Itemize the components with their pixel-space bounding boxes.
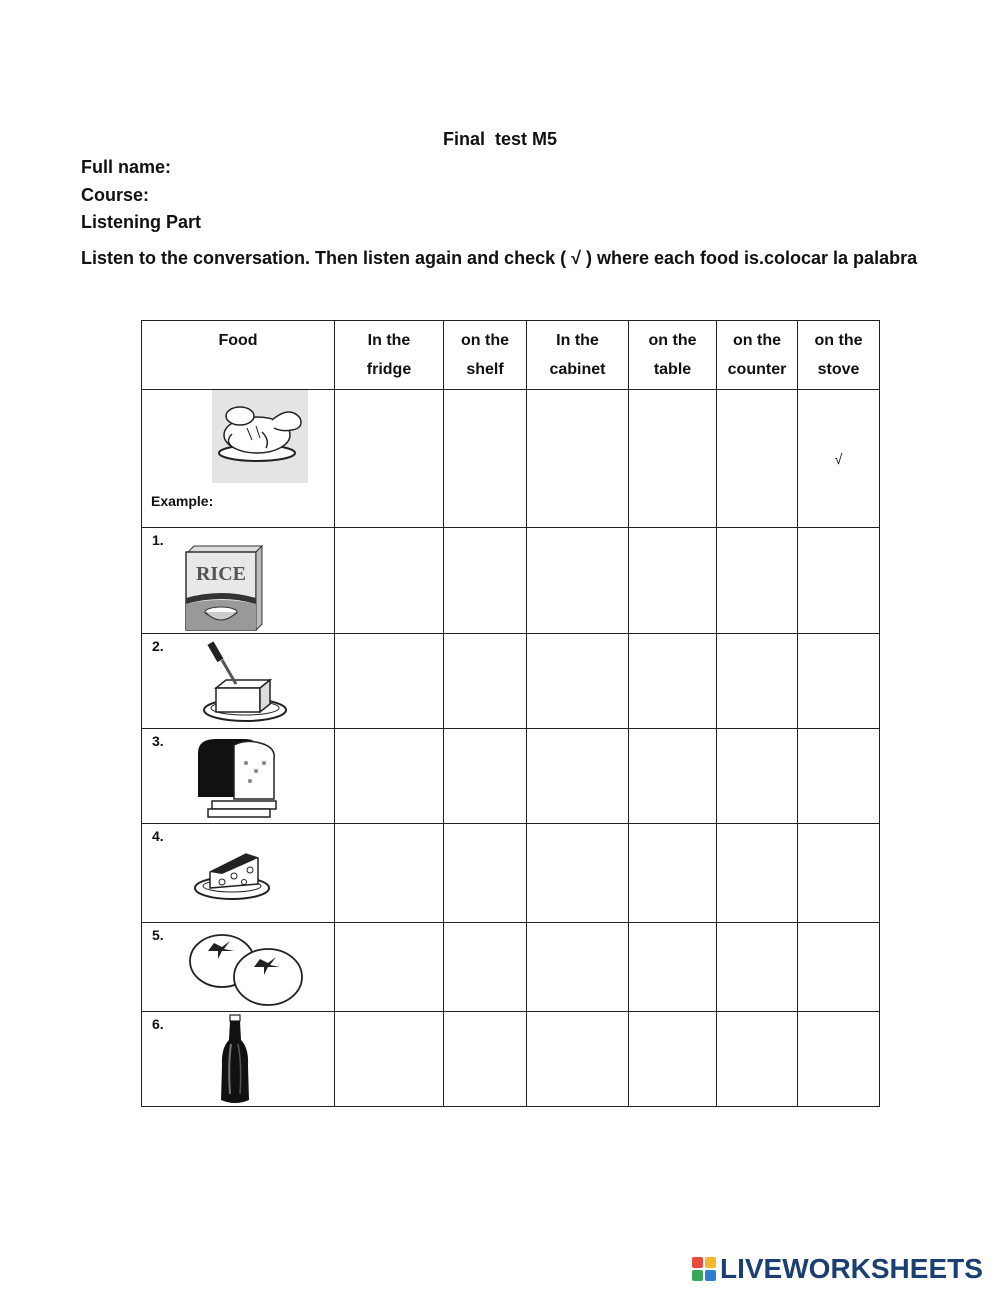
answer-cell[interactable] <box>444 634 527 729</box>
logo-blocks-icon <box>692 1257 716 1281</box>
answer-cell[interactable] <box>335 390 444 528</box>
answer-cell[interactable] <box>444 729 527 824</box>
food-cell <box>142 923 335 1012</box>
logo-block <box>692 1270 703 1281</box>
answer-cell[interactable] <box>798 923 880 1012</box>
answer-cell[interactable] <box>798 824 880 923</box>
answer-cell[interactable] <box>629 634 717 729</box>
course-label: Course: <box>81 185 150 205</box>
answer-cell[interactable] <box>444 923 527 1012</box>
answer-cell[interactable] <box>527 729 629 824</box>
tomatoes-icon <box>188 931 304 1009</box>
answer-cell[interactable] <box>629 824 717 923</box>
answer-cell[interactable] <box>798 634 880 729</box>
soda-bottle-icon <box>218 1014 252 1106</box>
table-row <box>142 1012 880 1107</box>
row-number: 6. <box>152 1016 164 1032</box>
liveworksheets-logo <box>692 1252 983 1286</box>
answer-cell[interactable] <box>629 923 717 1012</box>
row-number: 3. <box>152 733 164 749</box>
food-cell <box>142 824 335 923</box>
table-row <box>142 729 880 824</box>
answer-cell[interactable] <box>444 390 527 528</box>
column-header-fridge: In the fridge <box>335 321 444 390</box>
table-row <box>142 634 880 729</box>
answer-cell[interactable] <box>629 528 717 634</box>
answer-cell[interactable] <box>717 923 798 1012</box>
logo-block <box>692 1257 703 1268</box>
cheese-icon <box>192 848 278 906</box>
full-name-label: Full name: <box>81 157 172 177</box>
answer-cell[interactable] <box>335 923 444 1012</box>
butter-icon <box>200 638 290 726</box>
answer-cell[interactable] <box>717 390 798 528</box>
food-cell <box>142 634 335 729</box>
logo-block <box>705 1270 716 1281</box>
logo-text: LIVEWORKSHEETS <box>720 1253 983 1284</box>
row-number: 5. <box>152 927 164 943</box>
answer-cell[interactable] <box>717 824 798 923</box>
check-mark: √ <box>834 450 843 467</box>
page-title: Final test M5 <box>442 129 558 149</box>
food-cell <box>142 390 335 528</box>
column-header-cabinet: In the cabinet <box>527 321 629 390</box>
section-label: Listening Part <box>81 212 202 232</box>
answer-cell[interactable] <box>444 528 527 634</box>
row-number: 1. <box>152 532 164 548</box>
food-location-table <box>141 320 880 1107</box>
answer-cell[interactable] <box>527 1012 629 1107</box>
answer-cell[interactable] <box>335 1012 444 1107</box>
answer-cell[interactable] <box>717 528 798 634</box>
column-header-table: on the table <box>629 321 717 390</box>
answer-cell[interactable] <box>527 528 629 634</box>
answer-cell[interactable] <box>629 729 717 824</box>
bread-icon <box>194 735 282 821</box>
answer-cell[interactable] <box>335 634 444 729</box>
answer-cell[interactable] <box>798 729 880 824</box>
column-header-stove: on the stove <box>798 321 880 390</box>
table-row <box>142 824 880 923</box>
answer-cell[interactable] <box>335 729 444 824</box>
example-label: Example: <box>151 493 214 509</box>
table-row <box>142 528 880 634</box>
answer-cell[interactable] <box>717 634 798 729</box>
answer-cell[interactable] <box>798 528 880 634</box>
row-number: 2. <box>152 638 164 654</box>
header-row <box>142 321 880 390</box>
food-cell <box>142 528 335 634</box>
column-header-counter: on the counter <box>717 321 798 390</box>
answer-cell[interactable] <box>444 1012 527 1107</box>
answer-cell[interactable] <box>527 923 629 1012</box>
answer-cell[interactable] <box>335 528 444 634</box>
answer-cell[interactable] <box>798 1012 880 1107</box>
answer-cell[interactable] <box>629 1012 717 1107</box>
answer-cell[interactable] <box>629 390 717 528</box>
roast-chicken-icon <box>212 390 308 483</box>
logo-block <box>705 1257 716 1268</box>
answer-cell[interactable] <box>527 634 629 729</box>
rice-box-icon <box>184 542 266 632</box>
example-check-cell <box>798 390 880 528</box>
rice-box-text: RICE <box>195 563 247 585</box>
row-number: 4. <box>152 828 164 844</box>
answer-cell[interactable] <box>527 824 629 923</box>
answer-cell[interactable] <box>717 1012 798 1107</box>
column-header-shelf: on the shelf <box>444 321 527 390</box>
food-cell <box>142 729 335 824</box>
answer-cell[interactable] <box>444 824 527 923</box>
answer-cell[interactable] <box>527 390 629 528</box>
answer-cell[interactable] <box>335 824 444 923</box>
table-row <box>142 923 880 1012</box>
food-cell <box>142 1012 335 1107</box>
answer-cell[interactable] <box>717 729 798 824</box>
column-header-food: Food <box>142 321 335 390</box>
example-row <box>142 390 880 528</box>
instructions: Listen to the conversation. Then listen again and check ( √ ) where each food is.colocar la palabra <box>81 248 918 268</box>
